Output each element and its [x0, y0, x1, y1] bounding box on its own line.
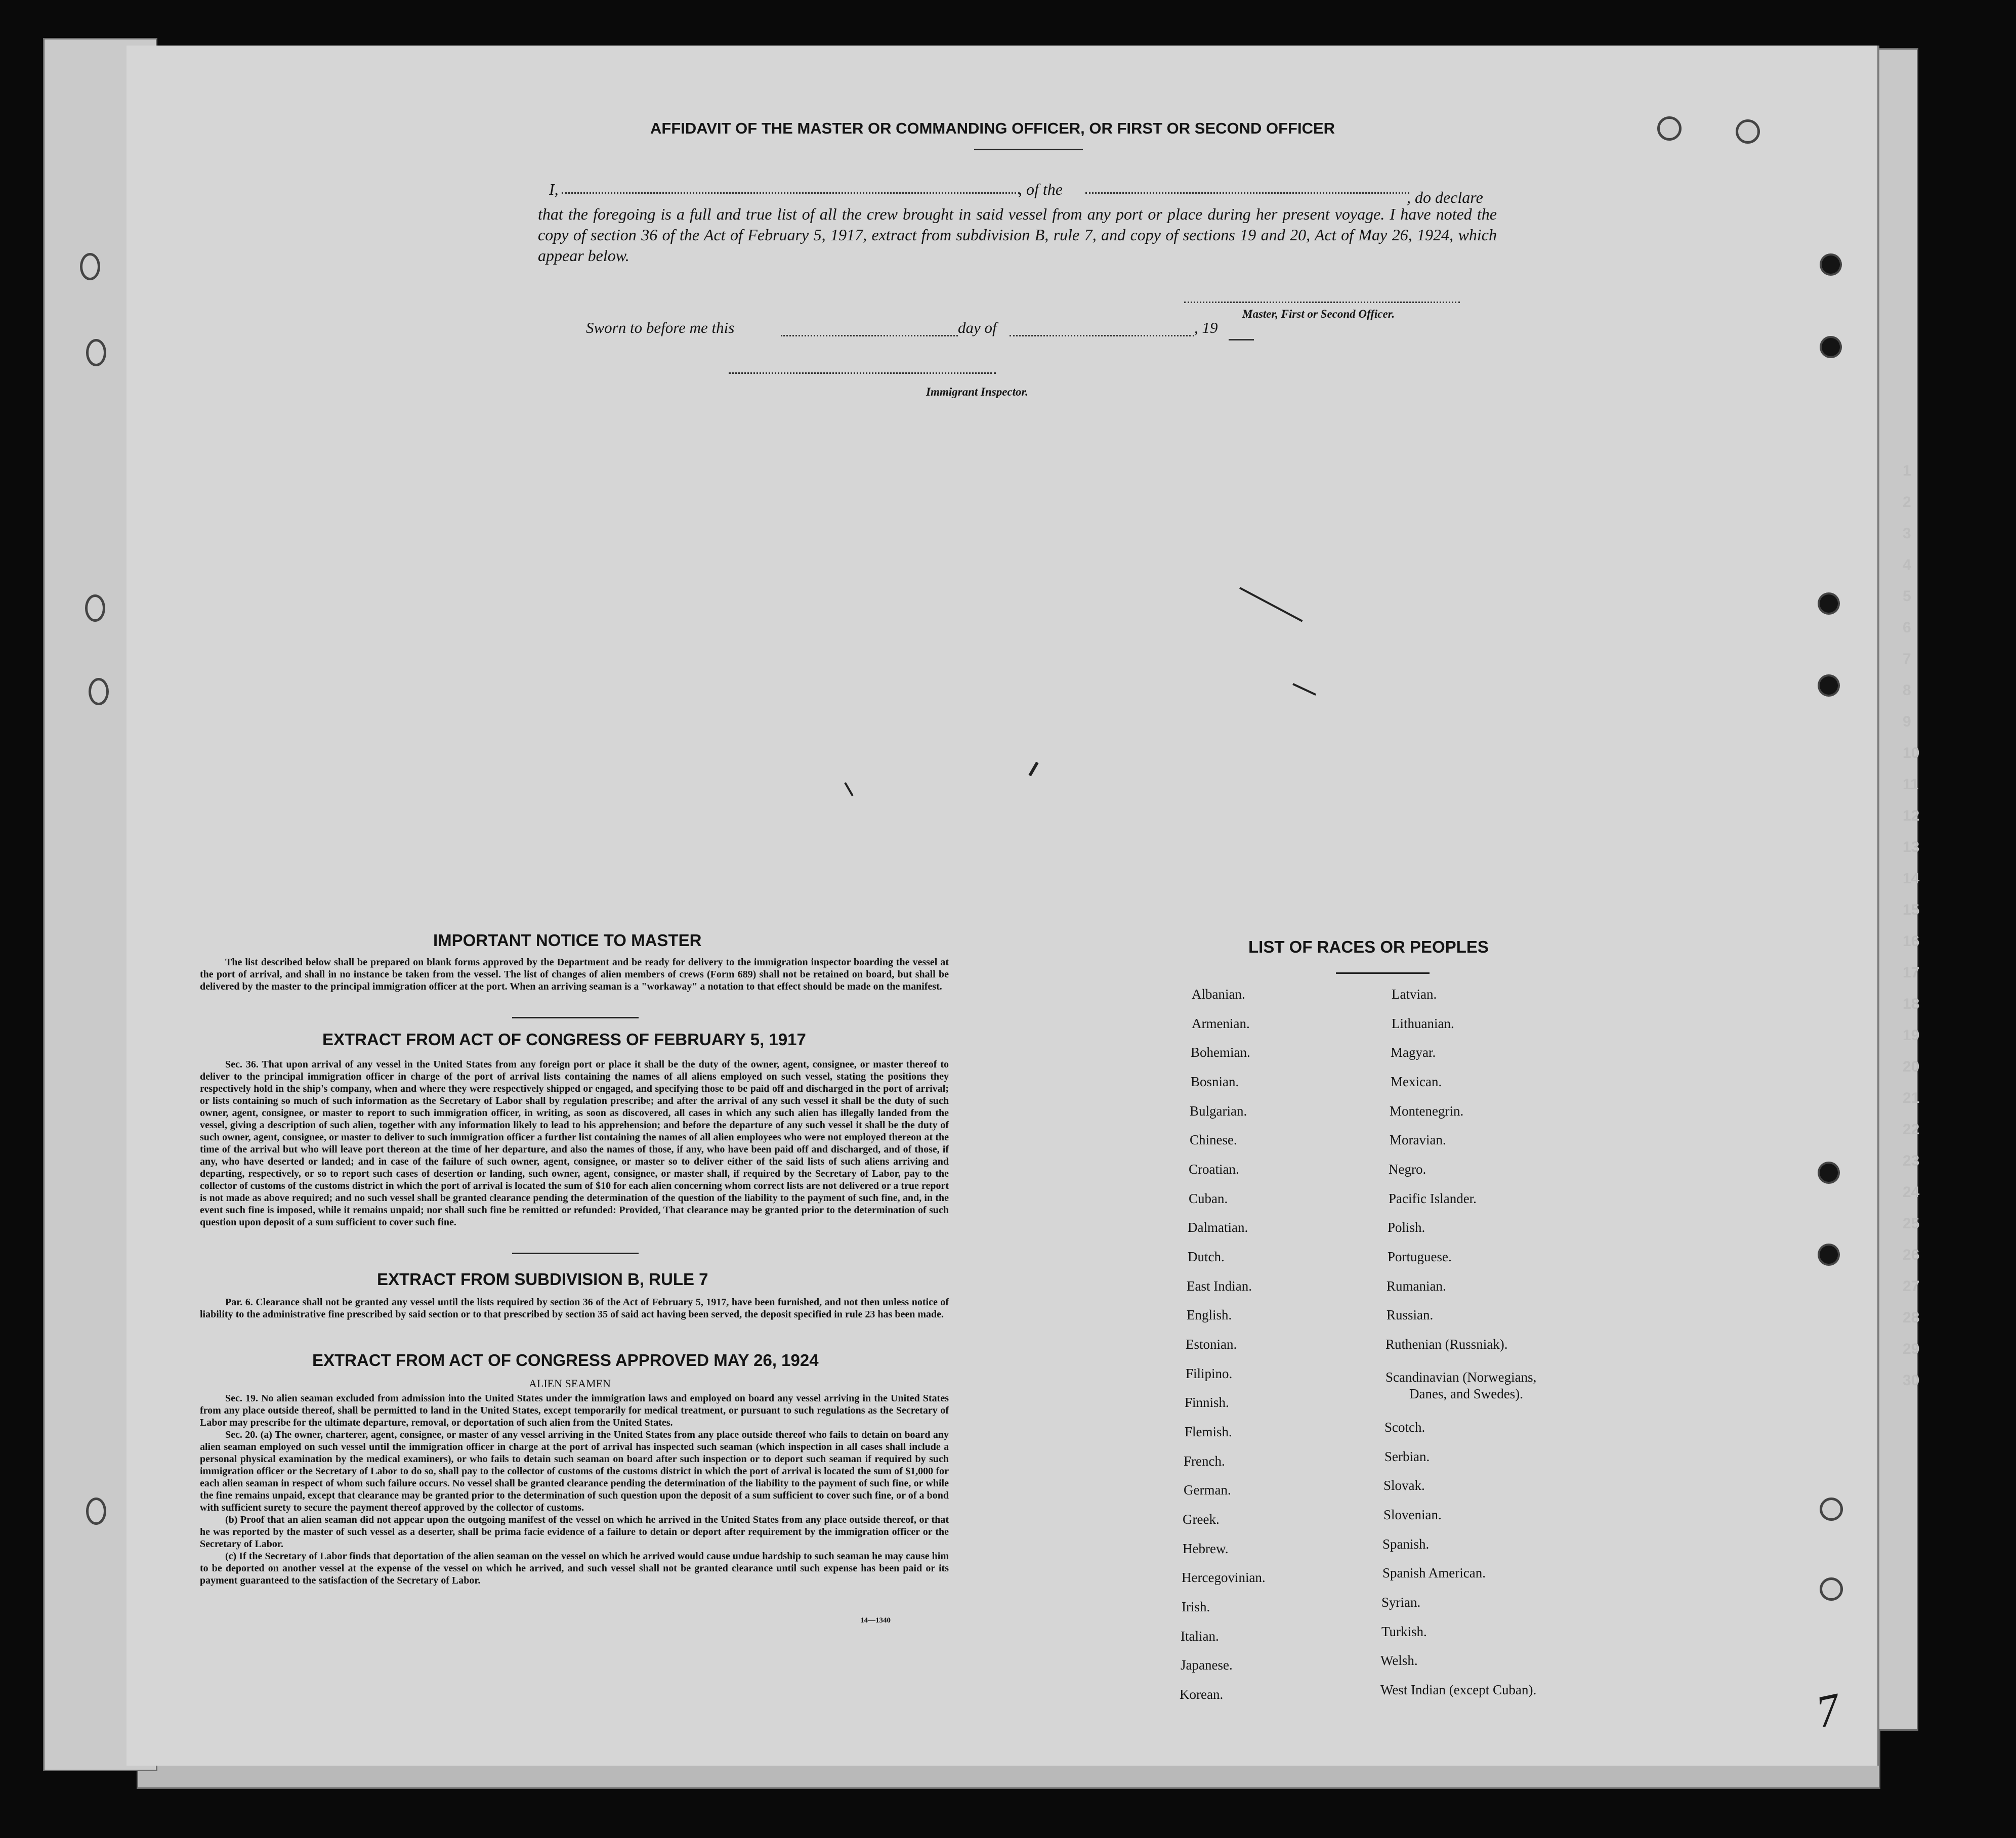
section-divider: [512, 1253, 639, 1254]
extract-1924-subtitle: ALIEN SEAMEN: [529, 1377, 611, 1390]
race-item: East Indian.: [1187, 1278, 1252, 1294]
affidavit-do-declare-label: , do declare: [1407, 188, 1483, 206]
binder-hole-icon: [85, 594, 105, 622]
race-item: Danes, and Swedes).: [1409, 1386, 1523, 1401]
vessel-name-field[interactable]: [1085, 192, 1409, 194]
binder-hole-icon: [1820, 676, 1838, 695]
race-item: Moravian.: [1390, 1132, 1446, 1147]
year-label: , 19: [1194, 319, 1218, 336]
declarant-name-field[interactable]: [562, 192, 1020, 194]
sec20b-text: (b) Proof that an alien seaman did not appear upon the outgoing manifest of the vessel on which he arrived in the United States from any place outside thereof, or that he was reported by the master of such vessel as a deserter, shall be prima facie evidence of a failure to detain or deport after requirement by the immigration officer or the Secretary of Labor.: [200, 1514, 949, 1550]
binder-hole-icon: [1820, 1246, 1838, 1264]
master-signature-caption: Master, First or Second Officer.: [1242, 308, 1395, 320]
bleed-through-numbers: 1 2 3 4 5 6 7 8 9 10 11 12 13 14 15 16 17 18 19 20 21 22 23 24 25 26 27 28 29 30: [1903, 462, 1920, 1389]
race-item: Bohemian.: [1191, 1045, 1250, 1060]
binder-hole-icon: [86, 1498, 106, 1525]
race-item: Hercegovinian.: [1182, 1570, 1266, 1585]
affidavit-title: AFFIDAVIT OF THE MASTER OR COMMANDING OFFICER, OR FIRST OR SECOND OFFICER: [650, 119, 1335, 137]
sec20c-text: (c) If the Secretary of Labor finds that deportation of the alien seaman on the vessel on which he arrived would cause undue hardship to such seaman he may cause him to be deported on another vessel at the expense of the vessel on which he arrived, and such vessel shall not be granted clearance until such expense has been paid or its payment guaranteed to the satisfaction of the Secretary of Labor.: [200, 1551, 949, 1586]
race-item: Chinese.: [1190, 1132, 1237, 1147]
sworn-label: Sworn to before me this: [586, 319, 735, 336]
race-item: Montenegrin.: [1390, 1103, 1464, 1119]
master-signature-line[interactable]: [1184, 302, 1460, 303]
race-item: Magyar.: [1391, 1045, 1436, 1060]
extract-1924-body: [200, 1392, 949, 1587]
form-number: 14—1340: [860, 1616, 891, 1625]
race-item: French.: [1184, 1454, 1225, 1469]
binder-hole-icon: [1820, 1577, 1843, 1601]
race-item: Dalmatian.: [1188, 1220, 1248, 1235]
race-item: Negro.: [1389, 1162, 1426, 1177]
section-divider: [512, 1017, 639, 1018]
day-of-label: day of: [958, 319, 997, 336]
race-item: English.: [1187, 1307, 1232, 1322]
race-item: Latvian.: [1392, 987, 1437, 1002]
race-item: Spanish American.: [1382, 1565, 1486, 1580]
race-item: Korean.: [1180, 1687, 1224, 1702]
binder-hole-icon: [1822, 338, 1840, 356]
race-item: Estonian.: [1186, 1337, 1237, 1352]
notice-title: IMPORTANT NOTICE TO MASTER: [433, 931, 702, 950]
extract-1917-title: EXTRACT FROM ACT OF CONGRESS OF FEBRUARY 5, 1917: [322, 1030, 806, 1049]
rule7-body: Par. 6. Clearance shall not be granted any vessel until the lists required by section 36 of the Act of February 5, 1917, have been furnished, and not then unless notice of liability to the administrative fine prescribed by said section or to that prescribed by section 35 of said act having been served, the deposit specified in rule 23 has been made.: [200, 1297, 949, 1320]
sworn-day-field[interactable]: [781, 335, 958, 336]
binder-hole-icon: [1820, 1164, 1838, 1182]
race-item: German.: [1184, 1482, 1231, 1498]
race-item: Irish.: [1182, 1599, 1210, 1614]
binder-hole-icon: [1820, 594, 1838, 613]
race-item: Albanian.: [1192, 987, 1245, 1002]
affidavit-of-the-label: , of the: [1018, 180, 1063, 198]
race-item: Serbian.: [1384, 1449, 1430, 1464]
race-item: Lithuanian.: [1392, 1016, 1454, 1031]
races-title: LIST OF RACES OR PEOPLES: [1248, 937, 1489, 956]
race-item: Filipino.: [1186, 1366, 1233, 1381]
race-item: Syrian.: [1381, 1595, 1421, 1610]
binder-hole-icon: [1657, 116, 1682, 141]
race-item: Spanish.: [1382, 1536, 1430, 1552]
race-item: Italian.: [1181, 1629, 1219, 1644]
races-title-rule: [1336, 972, 1430, 974]
race-item: Flemish.: [1185, 1424, 1232, 1439]
race-item: Russian.: [1387, 1307, 1434, 1322]
race-item: Armenian.: [1192, 1016, 1250, 1031]
race-item: Bosnian.: [1191, 1074, 1239, 1089]
inspector-caption: Immigrant Inspector.: [926, 386, 1028, 398]
sworn-month-field[interactable]: [1010, 335, 1194, 336]
binder-hole-icon: [1820, 1498, 1843, 1521]
race-item: West Indian (except Cuban).: [1380, 1682, 1537, 1697]
extract-1924-title: EXTRACT FROM ACT OF CONGRESS APPROVED MAY 26, 1924: [312, 1351, 819, 1370]
race-item: Scotch.: [1384, 1420, 1425, 1435]
inspector-signature-line[interactable]: [729, 372, 996, 374]
sec19-text: Sec. 19. No alien seaman excluded from admission into the United States under the immigration laws and employed on board any vessel arriving in the United States from any place outside thereof, shall be permitted to land in the United States, except temporarily for medical treatment, or pursuant to such regulations as the Secretary of Labor may prescribe for the ultimate departure, removal, or deportation of such alien from the United States.: [200, 1393, 949, 1428]
race-item: Mexican.: [1391, 1074, 1442, 1089]
race-item: Cuban.: [1189, 1191, 1228, 1206]
affidavit-i-label: I,: [549, 180, 559, 198]
sec20a-text: Sec. 20. (a) The owner, charterer, agent, consignee, or master of any vessel arriving in the United States from any place outside thereof who fails to detain on board any alien seaman employed on such vessel until the immigration officer in charge at the port of arrival has inspected such seaman (which inspection in all cases shall include a personal physical examination by the medical examiners), or who fails to detain such seaman on board after such inspection or to deport such seaman if required by such immigration officer or the Secretary of Labor to do so, shall pay to the collector of customs of the customs district in which the port of arrival is located the sum of $1,000 for each alien seaman in respect of whom such failure occurs. No vessel shall be granted clearance pending the determination of the liability to the payment of such fine, or while the fine remains unpaid, except that clearance may be granted prior to the determination of such question upon the deposit of a sum sufficient to cover such fine, or of a bond with sufficient surety to secure the payment thereof approved by the collector of customs.: [200, 1429, 949, 1513]
race-item: Dutch.: [1188, 1249, 1225, 1264]
binder-hole-icon: [1736, 119, 1760, 144]
binder-hole-icon: [80, 253, 100, 280]
notice-body: The list described below shall be prepared on blank forms approved by the Department and be ready for delivery to the immigration inspector boarding the vessel at the port of arrival, and shall in no instance be taken from the vessel. The list of changes of alien members of crews (Form 689) shall not be retained on board, but shall be delivered by the master to the principal immigration officer at the port. When an arriving seaman is a "workaway" a notation to that effect should be made on the manifest.: [200, 957, 949, 992]
race-item: Scandinavian (Norwegians,: [1385, 1370, 1537, 1385]
binder-hole-icon: [86, 339, 106, 366]
race-item: Japanese.: [1181, 1657, 1233, 1673]
race-item: Pacific Islander.: [1389, 1191, 1477, 1206]
race-item: Portuguese.: [1388, 1249, 1452, 1264]
affidavit-body: that the foregoing is a full and true list of all the crew brought in said vessel from any port or place during her present voyage. I have noted the copy of section 36 of the Act of February 5, 1917, extract from subdivision B, rule 7, and copy of sections 19 and 20, Act of May 26, 1924, which appear below.: [538, 205, 1497, 265]
race-item: Slovenian.: [1383, 1507, 1442, 1522]
binder-hole-icon: [89, 678, 109, 705]
extract-1917-body: Sec. 36. That upon arrival of any vessel in the United States from any foreign port or place it shall be the duty of the owner, agent, consignee, or master thereof to deliver to the principal immigration officer in charge of the port of arrival lists containing the names of all aliens employed on such vessel, stating the positions they respectively hold in the ship's company, when and where they were respectively shipped or engaged, and specifying those to be paid off and discharged in the port of arrival; or lists containing so much of such information as the Secretary of Labor shall by regulation prescribe; and after the arrival of any such vessel it shall be the duty of such owner, agent, consignee, or master to report to such immigration officer, in writing, as soon as discovered, all cases in which any such alien has illegally landed from the vessel, giving a description of such alien, together with any information likely to lead to his apprehension; and before the departure of any such vessel it shall be the duty of such owner, agent, consignee, or master to deliver to such immigration officer a further list containing the names of all alien employees who were not employed thereon at the time of the arrival but who will leave port thereon at the time of her departure, and also the names of those, if any, who have been paid off and discharged, and of those, if any, who have deserted or landed; and in case of the failure of such owner, agent, consignee, or master so to deliver either of the said lists of such aliens arriving and departing, respectively, or so to report such cases of desertion or landing, such owner, agent, consignee, or master shall, if required by the Secretary of Labor, pay to the collector of customs of the customs district in which the port of arrival is located the sum of $10 for each alien concerning whom correct lists are not delivered or a true report is not made as above required; and no such vessel shall be granted clearance pending the determination of the question of the liability to the payment of such fine, and, in the event such fine is imposed, while it remains unpaid; nor shall such fine be remitted or refunded: Provided, That clearance may be granted prior to the determination of such question upon deposit of a sum sufficient to cover such fine.: [200, 1059, 949, 1228]
binder-hole-icon: [1822, 255, 1840, 274]
rule7-title: EXTRACT FROM SUBDIVISION B, RULE 7: [377, 1270, 708, 1289]
race-item: Turkish.: [1381, 1624, 1427, 1639]
race-item: Finnish.: [1185, 1395, 1229, 1410]
race-item: Greek.: [1183, 1512, 1220, 1527]
race-item: Slovak.: [1383, 1478, 1425, 1493]
handwritten-mark: 7: [1812, 1684, 1844, 1738]
race-item: Welsh.: [1380, 1653, 1418, 1668]
race-item: Rumanian.: [1387, 1278, 1446, 1294]
race-item: Hebrew.: [1183, 1541, 1229, 1556]
race-item: Ruthenian (Russniak).: [1385, 1337, 1508, 1352]
affidavit-title-rule: [974, 149, 1083, 150]
race-item: Croatian.: [1189, 1162, 1239, 1177]
race-item: Bulgarian.: [1190, 1103, 1247, 1119]
race-item: Polish.: [1388, 1220, 1425, 1235]
sworn-year-field[interactable]: [1229, 339, 1254, 340]
